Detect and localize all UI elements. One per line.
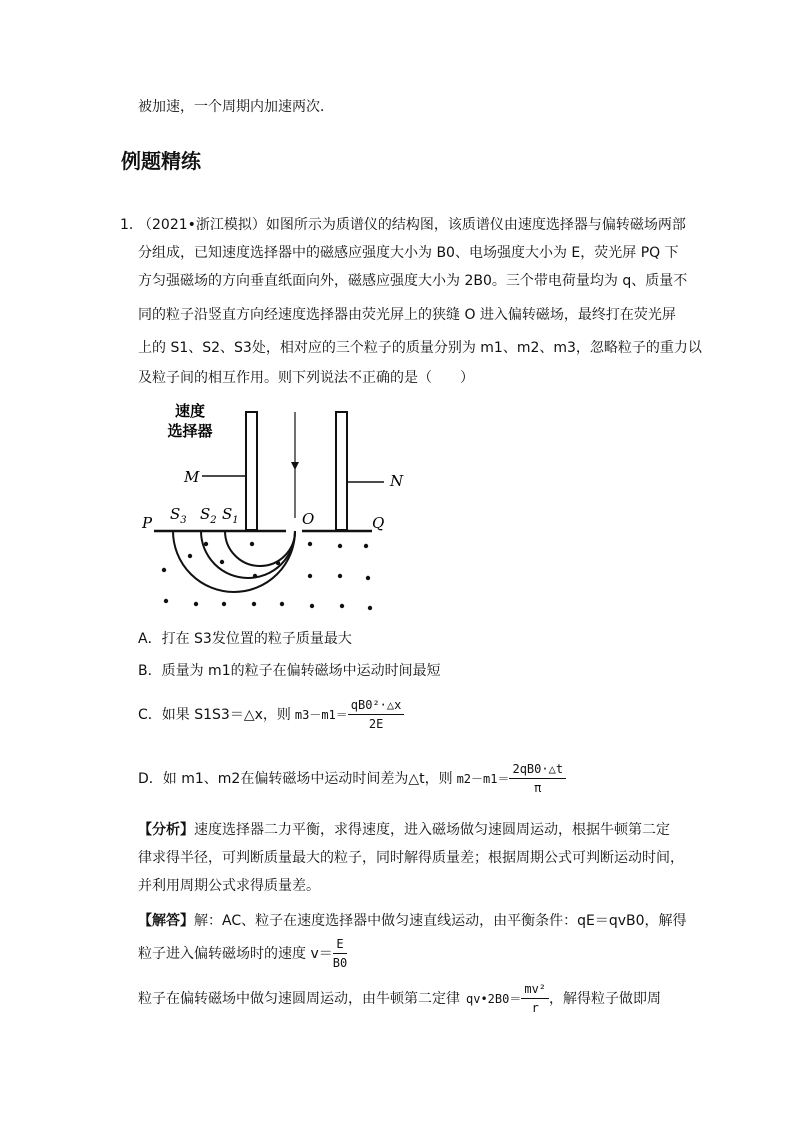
option-c-text: C．如果 S1S3＝△x，则 <box>138 706 291 723</box>
question-line: 上的 S1、S2、S3处，相对应的三个粒子的质量分别为 m1、m2、m3，忽略粒子的重力以 <box>138 340 702 356</box>
newton-denominator: r <box>531 1001 539 1015</box>
option-c-denominator: 2E <box>368 717 384 731</box>
label-o: O <box>302 510 315 528</box>
option-c-lhs: m3－m1＝ <box>294 707 348 722</box>
option-b: B．质量为 m1的粒子在偏转磁场中运动时间最短 <box>138 663 441 679</box>
question-line: 及粒子间的相互作用。则下列说法不正确的是（ ） <box>138 370 474 386</box>
option-c-fraction <box>348 696 405 733</box>
option-a: A．打在 S3发位置的粒子质量最大 <box>138 631 352 647</box>
solution-velocity <box>138 935 347 972</box>
solution-newton-suffix: ，解得粒子做即周 <box>549 990 662 1007</box>
solution-tag: 【解答】 <box>138 913 194 929</box>
down-arrow-icon <box>291 462 299 470</box>
question-line: 方匀强磁场的方向垂直纸面向外，磁感应强度大小为 2B0。三个带电荷量均为 q、质量不 <box>138 273 688 289</box>
newton-numerator: mv² <box>521 980 549 999</box>
label-s1: $S_1$ <box>222 505 239 526</box>
question-number: 1． <box>120 217 143 233</box>
velocity-numerator: E <box>333 935 347 954</box>
option-d <box>138 760 566 797</box>
velocity-fraction <box>333 935 347 972</box>
mass-spectrometer-diagram <box>140 398 420 618</box>
velocity-denominator: B0 <box>332 956 348 970</box>
option-d-numerator: 2qB0·△t <box>509 760 566 779</box>
analysis-tag: 【分析】 <box>138 822 194 838</box>
newton-lhs: qv•2B0＝ <box>466 991 522 1006</box>
label-m: M <box>184 468 200 486</box>
label-s3: $S_3$ <box>170 505 187 526</box>
question-line: （2021•浙江模拟）如图所示为质谱仪的结构图，该质谱仪由速度选择器与偏转磁场两部 <box>138 217 686 233</box>
solution-newton <box>138 980 661 1017</box>
right-plate <box>336 412 347 530</box>
newton-fraction <box>521 980 549 1017</box>
solution-newton-text: 粒子在偏转磁场中做匀速圆周运动，由牛顿第二定律 <box>138 990 460 1007</box>
analysis-line: 【分析】速度选择器二力平衡，求得速度，进入磁场做匀速圆周运动，根据牛顿第二定 <box>138 822 670 838</box>
option-c <box>138 696 404 733</box>
left-plate <box>246 412 257 530</box>
option-d-denominator: π <box>534 781 542 795</box>
label-p: P <box>142 514 153 532</box>
top-line: 被加速，一个周期内加速两次． <box>138 99 334 115</box>
question-line: 分组成，已知速度选择器中的磁感应强度大小为 B0、电场强度大小为 E，荧光屏 PQ 下 <box>138 245 679 261</box>
label-n: N <box>390 472 404 490</box>
selector-label-1: 速度 <box>174 402 206 420</box>
selector-label-2: 选择器 <box>167 422 213 440</box>
question-line: 同的粒子沿竖直方向经速度选择器由荧光屏上的狭缝 O 进入偏转磁场，最终打在荧光屏 <box>138 307 676 323</box>
analysis-line: 律求得半径，可判断质量最大的粒子，同时解得质量差；根据周期公式可判断运动时间， <box>138 850 684 866</box>
analysis-line: 并利用周期公式求得质量差。 <box>138 878 320 894</box>
solution-line: 【解答】解：AC、粒子在速度选择器中做匀速直线运动，由平衡条件：qE＝qvB0，解得 <box>138 913 687 929</box>
solution-velocity-text: 粒子进入偏转磁场时的速度 v＝ <box>138 945 333 962</box>
option-d-lhs: m2－m1＝ <box>456 771 510 786</box>
section-title: 例题精练 <box>121 149 201 173</box>
option-c-numerator: qB0²·△x <box>348 696 405 715</box>
label-s2: $S_2$ <box>200 505 217 526</box>
label-q: Q <box>372 514 385 532</box>
option-d-fraction <box>509 760 566 797</box>
option-d-text: D．如 m1、m2在偏转磁场中运动时间差为△t，则 <box>138 770 453 787</box>
